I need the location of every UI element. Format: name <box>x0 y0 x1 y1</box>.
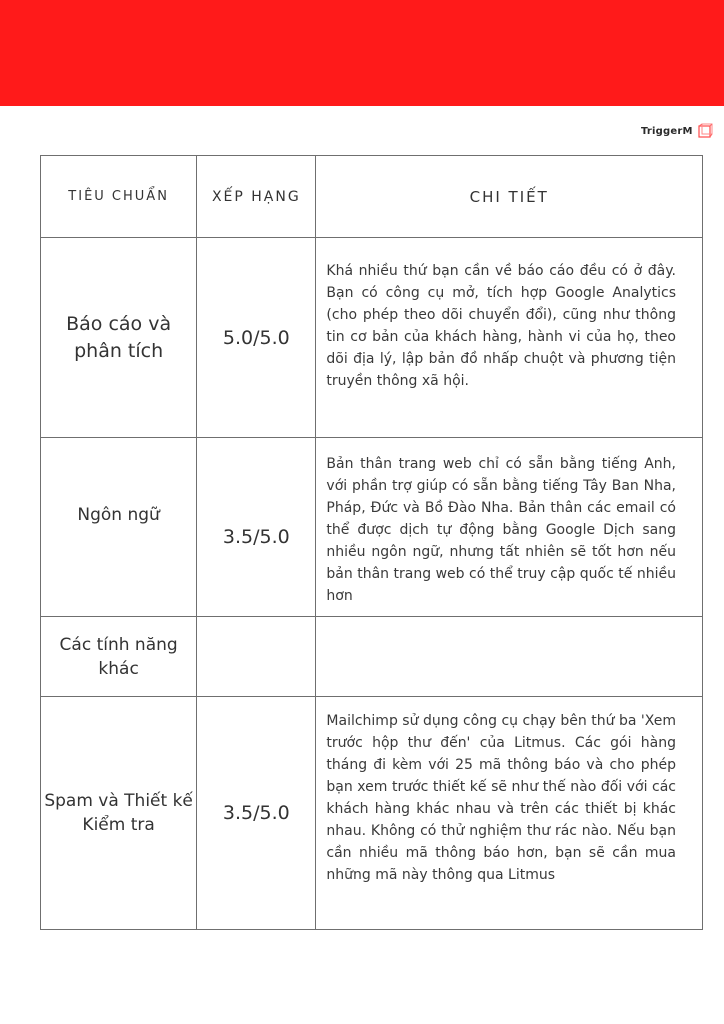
criterion-text: Spam và Thiết kế Kiểm tra <box>44 791 193 835</box>
header-detail: CHI TIẾT <box>316 156 703 238</box>
rating-text: 3.5/5.0 <box>222 526 290 548</box>
detail-cell <box>316 238 703 438</box>
rating-cell <box>197 617 316 697</box>
table-header-row <box>41 156 703 238</box>
criterion-cell <box>41 238 197 438</box>
top-banner <box>0 0 724 106</box>
criterion-text: Các tính năng khác <box>59 634 178 679</box>
brand-logo <box>641 122 714 140</box>
criterion-text: Báo cáo và phân tích <box>66 312 172 362</box>
criterion-cell <box>41 438 197 617</box>
detail-cell <box>316 697 703 930</box>
detail-text: Khá nhiều thứ bạn cần về báo cáo đều có ở đây. Bạn có công cụ mở, tích hợp Google Analytics (cho phép theo dõi chuyển đổi), cũng như thông tin cơ bản của khách hàng, hành vi của họ, theo dõi địa lý, lập bản đồ nhấp chuột và phương tiện truyền thông xã hội. <box>326 263 676 389</box>
cube-icon <box>696 122 714 140</box>
rating-cell <box>197 697 316 930</box>
criterion-text: Ngôn ngữ <box>77 505 160 525</box>
detail-cell <box>316 438 703 617</box>
table-row <box>41 238 703 438</box>
table-row <box>41 617 703 697</box>
criterion-cell <box>41 697 197 930</box>
detail-cell <box>316 617 703 697</box>
brand-logo-text: TriggerM <box>641 125 693 137</box>
rating-text: 5.0/5.0 <box>222 326 290 349</box>
rating-cell <box>197 238 316 438</box>
header-criterion: TIÊU CHUẨN <box>41 156 197 238</box>
rating-text: 3.5/5.0 <box>222 802 290 824</box>
detail-text: Bản thân trang web chỉ có sẵn bằng tiếng Anh, với phần trợ giúp có sẵn bằng tiếng Tây Ban Nha, Pháp, Đức và Bồ Đào Nha. Bản thân các email có thể được dịch tự động bằng Google Dịch sang nhiều ngôn ngữ, nhưng tất nhiên sẽ tốt hơn nếu bản thân trang web có thể truy cập quốc tế nhiều hơn <box>326 456 676 604</box>
criterion-cell <box>41 617 197 697</box>
detail-text: Mailchimp sử dụng công cụ chạy bên thứ ba 'Xem trước hộp thư đến' của Litmus. Các gói hàng tháng đi kèm với 25 mã thông báo và cho phép bạn xem trước thiết kế sẽ như thế nào đối với các khách hàng khác nhau và trên các thiết bị khác nhau. Không có thử nghiệm thư rác nào. Nếu bạn cần nhiều mã thông báo hơn, bạn sẽ cần mua những mã này thông qua Litmus <box>326 713 676 883</box>
review-table <box>40 155 703 930</box>
table-row <box>41 438 703 617</box>
table-row <box>41 697 703 930</box>
rating-cell <box>197 438 316 617</box>
header-rating: XẾP HẠNG <box>197 156 316 238</box>
